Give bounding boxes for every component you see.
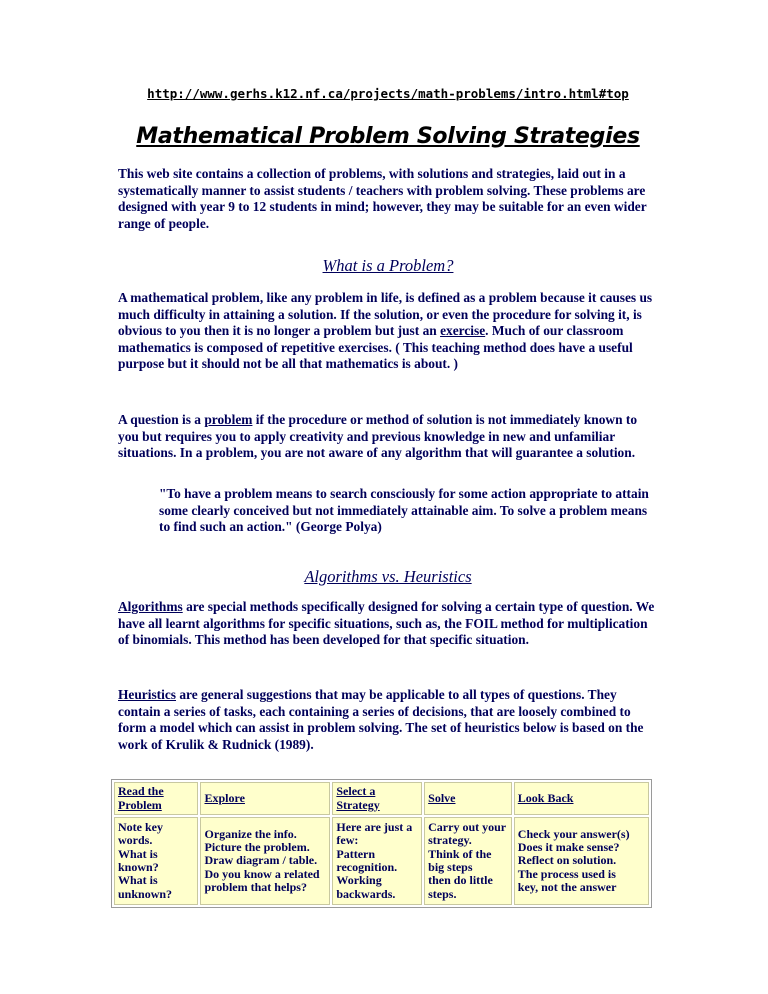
- header-select-a-strategy: [332, 782, 422, 815]
- cell-text: Note key words. What is known? What is unknown?: [118, 820, 173, 901]
- heuristics-paragraph: [118, 687, 658, 753]
- problem-link[interactable]: problem: [204, 412, 253, 427]
- cell-solve: [424, 817, 512, 905]
- header-read-the-problem: [114, 782, 198, 815]
- table-header-row: [114, 782, 649, 815]
- table-row: [114, 817, 649, 905]
- heuristics-table: [111, 779, 652, 908]
- algorithms-link[interactable]: Algorithms: [118, 599, 183, 614]
- exercise-link[interactable]: exercise: [440, 323, 486, 338]
- heuristics-link[interactable]: Heuristics: [118, 687, 177, 702]
- cell-text: Carry out your strategy. Think of the big steps then do little steps.: [428, 820, 507, 901]
- problem-definition-paragraph: [118, 290, 658, 373]
- header-label: Solve: [428, 790, 456, 805]
- header-look-back: [514, 782, 649, 815]
- text-span: if the procedure or method of solution is not immediately known to you but requires you to apply creativity and previous knowledge in new and unfamiliar situations. In a problem, you are not aware of any algorithm that will guarantee a solution.: [118, 412, 638, 460]
- polya-quote: "To have a problem means to search consciously for some action appropriate to attain some clearly conceived but not immediately attainable aim. To solve a problem means to find such an action." (George Polya): [159, 486, 649, 534]
- cell-text: Organize the info. Picture the problem. Draw diagram / table. Do you know a related problem that helps?: [204, 826, 320, 894]
- header-explore: [200, 782, 330, 815]
- cell-text: Check your answer(s) Does it make sense? Reflect on solution. The process used is key, not the answer: [517, 826, 630, 894]
- text-span: A question is a: [118, 412, 205, 427]
- intro-paragraph: This web site contains a collection of problems, with solutions and strategies, laid out in a systematically manner to assist students / teachers with problem solving. These problems are designed with year 9 to 12 students in mind; however, they may be suitable for an even wider range of people.: [118, 166, 647, 231]
- text-span: are general suggestions that may be applicable to all types of questions. They contain a series of tasks, each containing a series of decisions, that are loosely combined to form a model which can assist in problem solving. The set of heuristics below is based on the work of Krulik & Rudnick (1989).: [118, 687, 644, 752]
- header-label: Read the Problem: [118, 784, 164, 812]
- cell-read-the-problem: [114, 817, 198, 905]
- cell-select-a-strategy: [332, 817, 422, 905]
- cell-look-back: [514, 817, 649, 905]
- algorithms-paragraph: [118, 599, 658, 649]
- cell-explore: [200, 817, 330, 905]
- header-solve: [424, 782, 512, 815]
- header-label: Explore: [204, 790, 245, 805]
- page-title: Mathematical Problem Solving Strategies: [136, 124, 640, 149]
- cell-text: Here are just a few: Pattern recognition. Working backwards.: [336, 820, 413, 901]
- header-label: Look Back: [517, 790, 574, 805]
- text-span: A mathematical problem, like any problem in life, is defined as a problem because it causes us much difficulty in attaining a solution. If the solution, or even the procedure for solving it, is obvious to you then it is no longer a problem but just an: [118, 290, 653, 338]
- problem-question-paragraph: [118, 412, 658, 462]
- algorithms-vs-heuristics-heading: Algorithms vs. Heuristics: [304, 567, 472, 586]
- source-url-link[interactable]: http://www.gerhs.k12.nf.ca/projects/math-problems/intro.html#top: [147, 86, 629, 101]
- what-is-a-problem-heading: What is a Problem?: [322, 256, 454, 275]
- text-span: . Much of our classroom mathematics is composed of repetitive exercises. ( This teaching method does have a useful purpose but it should not be all that mathematics is about. ): [118, 323, 633, 371]
- text-span: are special methods specifically designed for solving a certain type of question. We have all learnt algorithms for specific situations, such as, the FOIL method for multiplication of binomials. This method has been developed for that specific situation.: [118, 599, 655, 647]
- header-label: Select a Strategy: [336, 784, 380, 812]
